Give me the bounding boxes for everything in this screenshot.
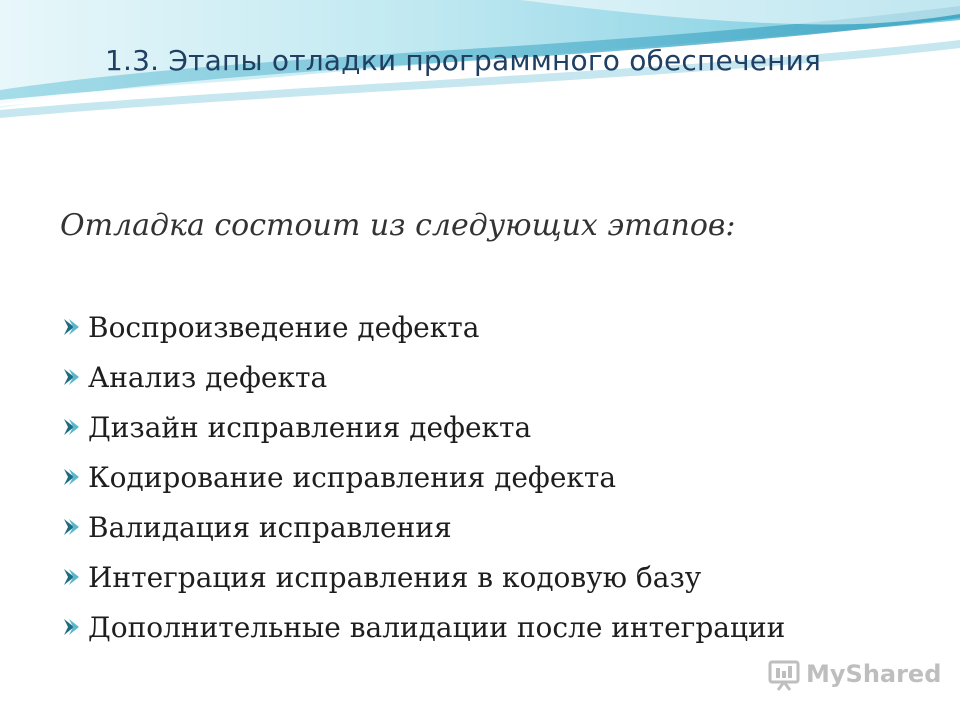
list-item (60, 452, 785, 502)
list-item (60, 552, 785, 602)
list-item-text: Дизайн исправления дефекта (88, 410, 532, 444)
list-item (60, 602, 785, 652)
list-item-text: Кодирование исправления дефекта (88, 460, 617, 494)
chevron-arrow-icon (60, 616, 82, 638)
chevron-arrow-icon (60, 566, 82, 588)
list-item (60, 302, 785, 352)
watermark-text: MyShared (806, 660, 942, 688)
watermark (766, 656, 941, 692)
chevron-arrow-icon (60, 466, 82, 488)
intro-text: Отладка состоит из следующих этапов: (60, 208, 736, 243)
list-item-text: Интеграция исправления в кодовую базу (88, 560, 702, 594)
list-item-text: Валидация исправления (88, 510, 452, 544)
chevron-arrow-icon (60, 366, 82, 388)
list-item (60, 352, 785, 402)
list-item-text: Воспроизведение дефекта (88, 310, 480, 344)
chevron-arrow-icon (60, 316, 82, 338)
list-item-text: Дополнительные валидации после интеграции (88, 610, 786, 644)
slide-title: 1.3. Этапы отладки программного обеспечения (105, 44, 822, 77)
chevron-arrow-icon (60, 516, 82, 538)
stages-list (60, 302, 785, 652)
chevron-arrow-icon (60, 416, 82, 438)
list-item (60, 502, 785, 552)
presentation-board-icon (766, 656, 802, 692)
list-item (60, 402, 785, 452)
list-item-text: Анализ дефекта (88, 360, 328, 394)
